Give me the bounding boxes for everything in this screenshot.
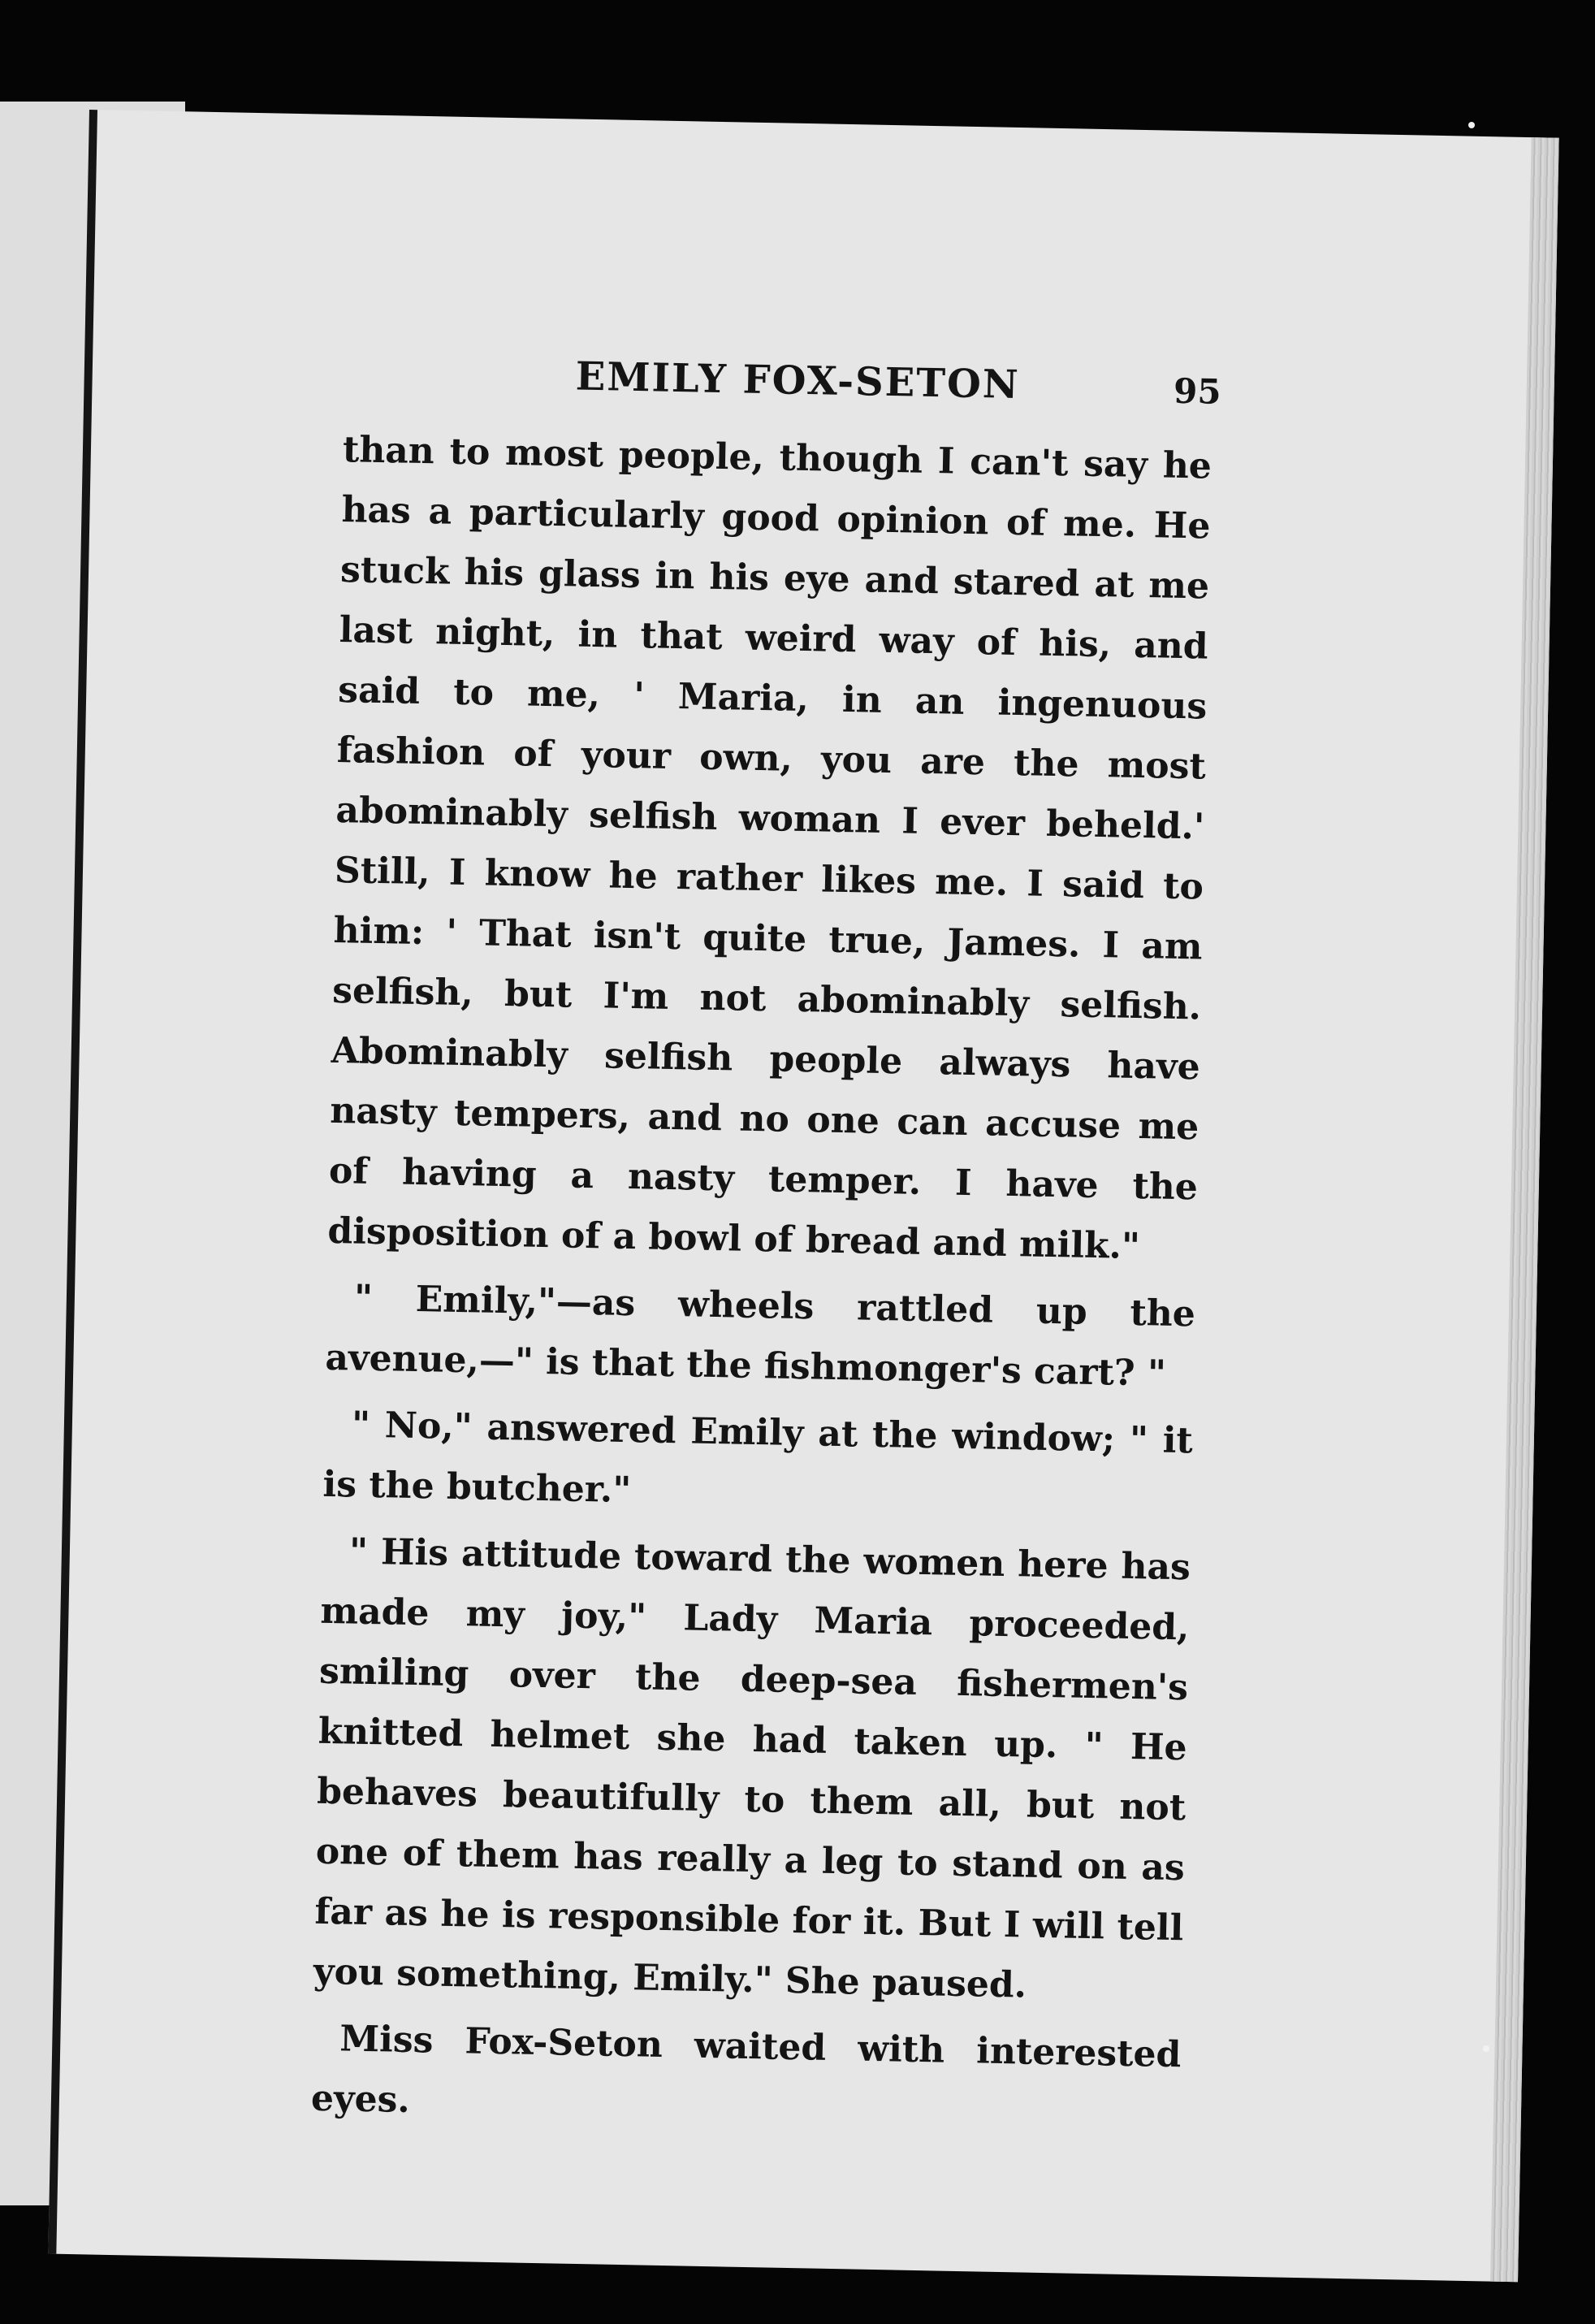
book-page (48, 110, 1558, 2282)
paragraph-4: " His attitude toward the women here has made my joy," Lady Maria proceeded, smiling over the deep-sea fishermen's knitted helmet she had taken up. " He behaves beautifully to them all, but not one of them has really a leg to stand on as far as he is responsible for it. But I will tell you something, Emily." She paused. (313, 1530, 1191, 2006)
running-head: EMILY FOX-SETON (575, 353, 1021, 409)
paragraph-2: " Emily,"—as wheels rattled up the avenue,—" is that the fishmonger's cart? " (325, 1277, 1196, 1395)
paragraph-3: " No," answered Emily at the window; " it is the butcher." (322, 1404, 1194, 1512)
page-number: 95 (1173, 370, 1222, 412)
page-header (344, 342, 1222, 437)
page-text (310, 342, 1222, 2145)
scan-speck (1468, 122, 1475, 128)
paragraph-5: Miss Fox-Seton waited with interested eyes. (310, 2018, 1182, 2122)
paragraph-1: than to most people, though I can't say he has a particularly good opinion of me. He stuck his glass in his eye and stared at me last night, in that weird way of his, and said to me, ' Maria, in an ingenuous fashion of your own, you are the most abominably selfish woman I ever beheld.' Still, I know he rather likes me. I said to him: ' That isn't quite true, James. I am selfish, but I'm not abominably selfish. Abominably selfish people always have nasty tempers, and no one can accuse me of having a nasty temper. I have the disposition of a bowl of bread and milk." (327, 429, 1212, 1268)
page-edge-shading (1490, 137, 1559, 2282)
scan-speck (1483, 2045, 1489, 2052)
